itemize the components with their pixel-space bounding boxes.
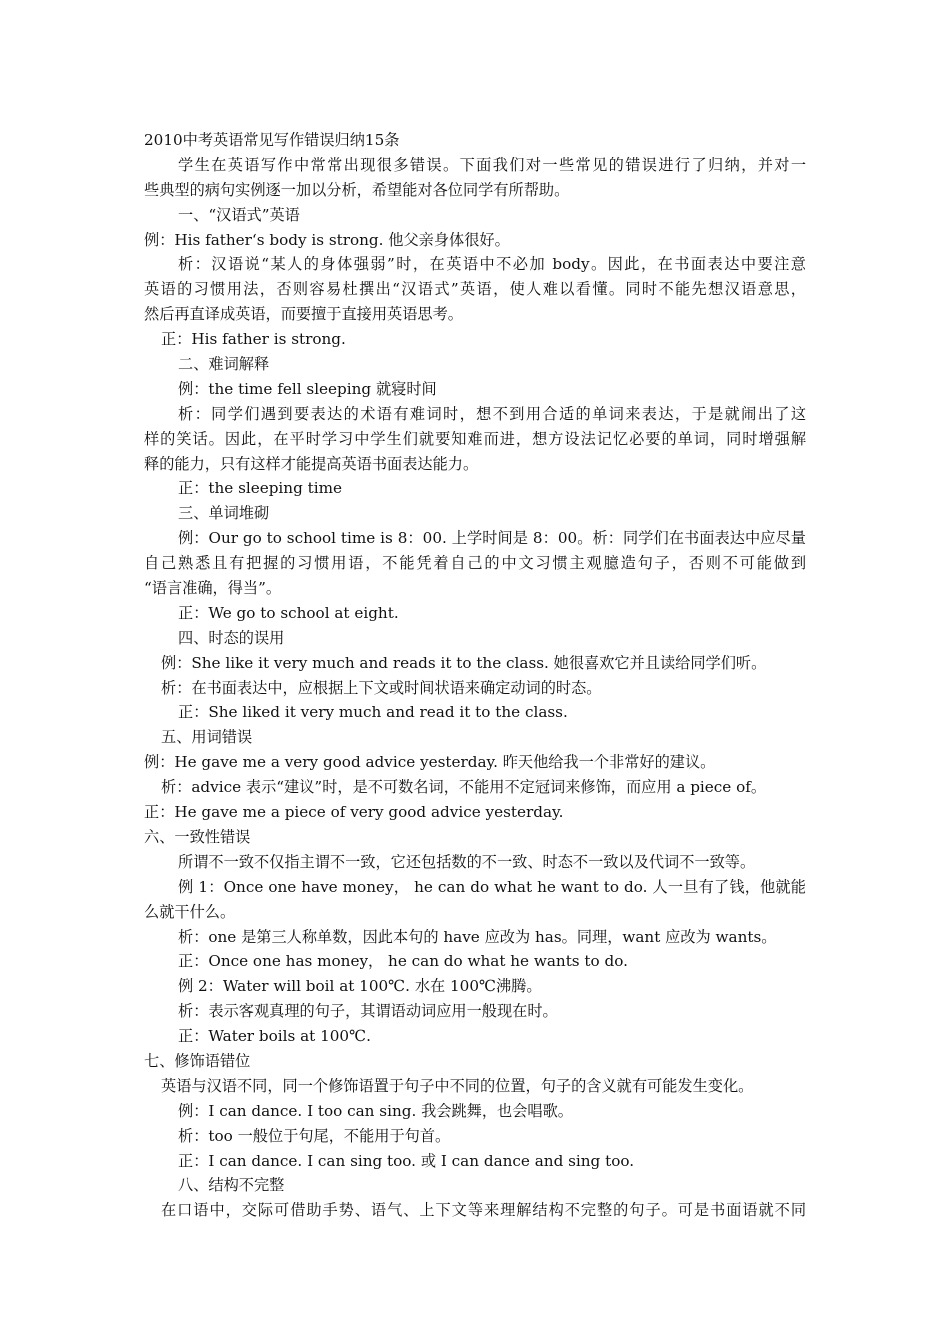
text-line: 析：advice 表示“建议”时，是不可数名词，不能用不定冠词来修饰，而应用 a piece of。 <box>161 778 767 797</box>
text-line: 英语与汉语不同，同一个修饰语置于句子中不同的位置，句子的含义就有可能发生变化。 <box>161 1076 754 1095</box>
text-line: “语言准确，得当”。 <box>144 579 282 598</box>
text-line: 例：I can dance. I too can sing. 我会跳舞，也会唱歌。 <box>178 1101 573 1120</box>
text-line: 在口语中，交际可借助手势、语气、上下文等来理解结构不完整的句子。可是书面语就不同 <box>161 1201 806 1220</box>
document-title: 2010中考英语常见写作错误归纳15条 <box>144 131 400 149</box>
text-line: 例：Our go to school time is 8：00. 上学时间是 8：00。析：同学们在书面表达中应尽量 <box>178 529 806 548</box>
text-line: 五、用词错误 <box>161 728 253 747</box>
text-line: 例：She like it very much and reads it to the class. 她很喜欢它并且读给同学们听。 <box>161 653 767 672</box>
text-line: 例 2：Water will boil at 100℃. 水在 100℃沸腾。 <box>178 977 542 996</box>
text-line: 正：He gave me a piece of very good advice yesterday. <box>144 803 564 822</box>
text-line: 正：the sleeping time <box>178 479 342 498</box>
text-line: 释的能力，只有这样才能提高英语书面表达能力。 <box>144 454 479 473</box>
text-line: 英语的习惯用法，否则容易杜撰出“汉语式”英语，使人难以看懂。同时不能先想汉语意思， <box>144 280 806 299</box>
text-line: 么就干什么。 <box>144 902 236 921</box>
text-line: 学生在英语写作中常常出现很多错误。下面我们对一些常见的错误进行了归纳，并对一 <box>178 155 806 174</box>
text-line: 析：one 是第三人称单数，因此本句的 have 应改为 has。同理，want 应改为 wants。 <box>178 927 777 946</box>
text-line: 样的笑话。因此，在平时学习中学生们就要知难而进，想方设法记忆必要的单词，同时增强解 <box>144 429 806 448</box>
text-line: 正：His father is strong. <box>161 330 346 349</box>
text-line: 四、时态的误用 <box>178 628 285 647</box>
text-line: 二、难词解释 <box>178 355 270 374</box>
text-line: 七、修饰语错位 <box>144 1051 251 1070</box>
text-line: 些典型的病句实例逐一加以分析，希望能对各位同学有所帮助。 <box>144 180 570 199</box>
text-line: 析：表示客观真理的句子，其谓语动词应用一般现在时。 <box>178 1002 558 1021</box>
text-line: 三、单词堆砌 <box>178 504 270 523</box>
text-line: 例：His father‘s body is strong. 他父亲身体很好。 <box>144 230 510 249</box>
text-line: 正：Once one has money， he can do what he wants to do. <box>178 952 628 971</box>
text-line: 例：the time fell sleeping 就寝时间 <box>178 379 437 398</box>
text-line: 析：汉语说“某人的身体强弱”时，在英语中不必加 body。因此，在书面表达中要注意 <box>178 255 806 274</box>
text-line: 析：too 一般位于句尾，不能用于句首。 <box>178 1126 451 1145</box>
text-line: 正：She liked it very much and read it to the class. <box>178 703 568 722</box>
text-line: 所谓不一致不仅指主谓不一致，它还包括数的不一致、时态不一致以及代词不一致等。 <box>178 852 756 871</box>
text-line: 正：I can dance. I can sing too. 或 I can dance and sing too. <box>178 1151 635 1170</box>
text-line: 然后再直译成英语，而要擅于直接用英语思考。 <box>144 305 463 324</box>
document-body <box>144 128 806 1223</box>
text-line: 一、“汉语式”英语 <box>178 205 300 224</box>
text-line: 正：We go to school at eight. <box>178 603 399 622</box>
text-line: 析：同学们遇到要表达的术语有难词时，想不到用合适的单词来表达，于是就闹出了这 <box>178 404 806 423</box>
text-line: 六、一致性错误 <box>144 827 251 846</box>
text-line: 正：Water boils at 100℃. <box>178 1027 371 1046</box>
text-line: 例：He gave me a very good advice yesterday. 昨天他给我一个非常好的建议。 <box>144 753 716 772</box>
text-line: 自己熟悉且有把握的习惯用语，不能凭着自己的中文习惯主观臆造句子，否则不可能做到 <box>144 554 806 573</box>
text-line: 八、结构不完整 <box>178 1176 285 1195</box>
text-line: 析：在书面表达中，应根据上下文或时间状语来确定动词的时态。 <box>161 678 602 697</box>
text-line: 例 1：Once one have money， he can do what he want to do. 人一旦有了钱，他就能 <box>178 877 806 896</box>
